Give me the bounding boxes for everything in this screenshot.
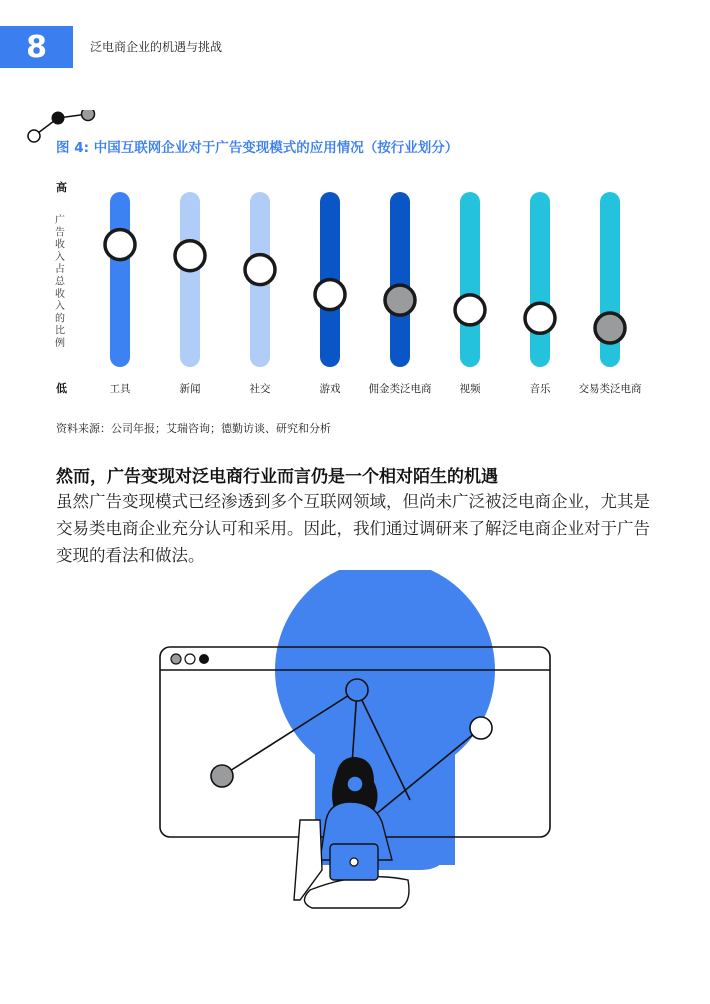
chart-data-point [245, 255, 275, 285]
window-button-icon [199, 654, 209, 664]
x-tick-label: 交易类泛电商 [578, 383, 642, 395]
figure-title: 图 4: 中国互联网企业对于广告变现模式的应用情况（按行业划分） [56, 140, 459, 156]
chart-data-point [315, 280, 345, 310]
chart-data-point [595, 313, 625, 343]
chart-data-point [105, 230, 135, 260]
y-axis-label-char: 收 [55, 239, 65, 251]
page-number-badge: 8 [0, 26, 73, 68]
section-heading: 然而，广告变现对泛电商行业而言仍是一个相对陌生的机遇 [56, 467, 498, 487]
chart-bar-track [530, 192, 550, 367]
x-tick-label: 视频 [459, 383, 481, 395]
y-axis-label-char: 入 [55, 251, 65, 263]
y-axis-label-char: 收 [55, 288, 65, 300]
node-icon [470, 717, 492, 739]
lollipop-chart [0, 170, 710, 405]
running-title: 泛电商企业的机遇与挑战 [90, 40, 223, 54]
lightbulb-browser-illustration [150, 570, 560, 920]
section-body: 虽然广告变现模式已经渗透到多个互联网领域，但尚未广泛被泛电商企业，尤其是交易类电商企业充分认可和采用。因此，我们通过调研来了解泛电商企业对于广告变现的看法和做法。 [56, 492, 650, 565]
y-axis-label-char: 占 [55, 264, 65, 276]
chart-bar-track [390, 192, 410, 367]
node-icon [211, 765, 233, 787]
x-tick-label: 工具 [109, 383, 131, 395]
window-button-icon [171, 654, 181, 664]
y-axis-label-char: 入 [55, 301, 65, 313]
chart-data-point [175, 241, 205, 271]
figure-source: 资料来源：公司年报；艾瑞咨询；德勤访谈、研究和分析 [56, 422, 331, 435]
x-tick-label: 音乐 [529, 383, 551, 395]
y-high-label: 高 [56, 181, 67, 194]
y-axis-label [55, 213, 66, 349]
chart-data-point [455, 295, 485, 325]
chart-data-point [385, 285, 415, 315]
y-axis-label-char: 的 [55, 313, 65, 325]
window-button-icon [185, 654, 195, 664]
y-axis-label-char: 告 [55, 227, 65, 239]
x-tick-label: 游戏 [319, 383, 341, 395]
node-icon [346, 679, 368, 701]
x-tick-label: 佣金类泛电商 [368, 383, 432, 395]
y-low-label: 低 [56, 382, 67, 395]
y-axis-label-char: 总 [55, 276, 65, 288]
chart-bar-track [110, 192, 130, 367]
chart-bar-track [180, 192, 200, 367]
y-axis-label-char: 比 [55, 325, 65, 337]
chart-bar-track [460, 192, 480, 367]
x-tick-label: 新闻 [179, 383, 201, 395]
y-axis-label-char: 广 [55, 215, 65, 226]
y-axis-label-char: 例 [55, 338, 65, 349]
chart-data-point [525, 303, 555, 333]
x-tick-label: 社交 [249, 383, 271, 395]
